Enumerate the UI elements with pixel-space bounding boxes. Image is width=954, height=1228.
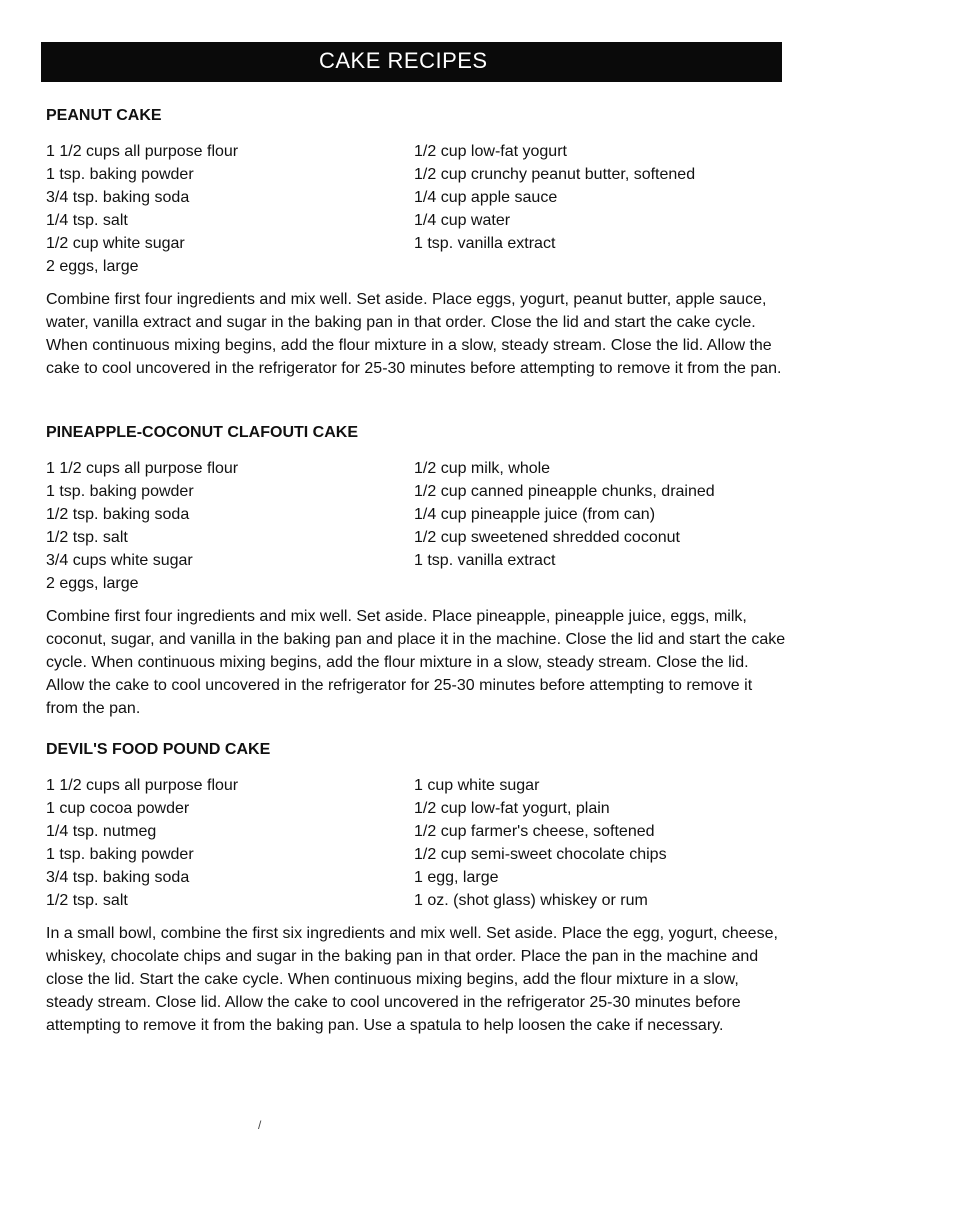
recipe-title: PINEAPPLE-COCONUT CLAFOUTI CAKE	[46, 424, 358, 441]
ingredient-item: 3/4 tsp. baking soda	[46, 869, 190, 886]
ingredient-item: 1 tsp. baking powder	[46, 166, 194, 183]
recipe-directions: In a small bowl, combine the first six ingredients and mix well. Set aside. Place the egg, yogurt, cheese, whiskey, chocolate chips and sugar in the baking pan in that order. Place the pan in the machine and close the lid. Start the cake cycle. When continuous mixing begins, add the flour mixture in a slow, steady stream. Close lid. Allow the cake to cool uncovered in the refrigerator 25-30 minutes before attempting to remove it from the baking pan. Use a spatula to help loosen the cake if necessary.	[46, 925, 778, 1034]
recipe-pineapple-coconut-clafouti-cake	[46, 423, 786, 720]
ingredient-item: 1 1/2 cups all purpose flour	[46, 460, 239, 477]
title-banner	[41, 42, 782, 82]
ingredient-item: 3/4 tsp. baking soda	[46, 189, 190, 206]
ingredient-item: 1/2 tsp. baking soda	[46, 506, 190, 523]
ingredient-item: 1/4 tsp. nutmeg	[46, 823, 157, 840]
ingredients-left-column	[46, 140, 238, 278]
ingredient-item: 2 eggs, large	[46, 258, 139, 275]
ingredients-right-column	[414, 774, 667, 912]
ingredients-left-column	[46, 774, 238, 912]
ingredient-item: 1 tsp. vanilla extract	[414, 552, 556, 569]
ingredient-item: 1/2 cup canned pineapple chunks, drained	[414, 483, 715, 500]
ingredient-item: 1 1/2 cups all purpose flour	[46, 777, 239, 794]
ingredient-item: 1/2 tsp. salt	[46, 892, 128, 909]
recipe-peanut-cake	[46, 106, 786, 380]
stray-mark: /	[258, 1118, 262, 1132]
ingredient-item: 2 eggs, large	[46, 575, 139, 592]
page-title: CAKE RECIPES	[319, 48, 488, 73]
ingredient-item: 1/2 cup crunchy peanut butter, softened	[414, 166, 696, 183]
ingredient-item: 1 tsp. baking powder	[46, 846, 194, 863]
ingredient-item: 1 tsp. vanilla extract	[414, 235, 556, 252]
ingredient-item: 3/4 cups white sugar	[46, 552, 193, 569]
ingredients-right-column	[414, 140, 695, 255]
ingredient-item: 1/4 cup water	[414, 212, 511, 229]
ingredient-item: 1 cup white sugar	[414, 777, 540, 794]
ingredients-left-column	[46, 457, 238, 595]
ingredient-item: 1/2 cup low-fat yogurt, plain	[414, 800, 610, 817]
ingredient-item: 1 egg, large	[414, 869, 499, 886]
ingredient-item: 1 tsp. baking powder	[46, 483, 194, 500]
ingredient-item: 1 cup cocoa powder	[46, 800, 190, 817]
ingredient-item: 1/2 tsp. salt	[46, 529, 128, 546]
ingredient-item: 1/2 cup sweetened shredded coconut	[414, 529, 680, 546]
ingredient-item: 1 1/2 cups all purpose flour	[46, 143, 239, 160]
ingredient-list	[46, 140, 786, 278]
ingredient-item: 1/2 cup white sugar	[46, 235, 185, 252]
ingredient-list	[46, 774, 786, 912]
recipe-title: DEVIL'S FOOD POUND CAKE	[46, 741, 271, 758]
recipe-devils-food-pound-cake	[46, 740, 786, 1037]
ingredient-item: 1/2 cup farmer's cheese, softened	[414, 823, 655, 840]
ingredient-item: 1/4 tsp. salt	[46, 212, 128, 229]
ingredient-item: 1/2 cup semi-sweet chocolate chips	[414, 846, 667, 863]
ingredient-item: 1/2 cup milk, whole	[414, 460, 551, 477]
recipe-title: PEANUT CAKE	[46, 107, 162, 124]
recipe-directions: Combine first four ingredients and mix well. Set aside. Place eggs, yogurt, peanut butter, apple sauce, water, vanilla extract and sugar in the baking pan in that order. Close the lid and start the cake cycle. When continuous mixing begins, add the flour mixture in a slow, steady stream. Close the lid. Allow the cake to cool uncovered in the refrigerator for 25-30 minutes before attempting to remove it from the pan.	[46, 291, 782, 377]
ingredients-right-column	[414, 457, 715, 572]
ingredient-item: 1/4 cup pineapple juice (from can)	[414, 506, 656, 523]
ingredient-item: 1/2 cup low-fat yogurt	[414, 143, 567, 160]
ingredient-item: 1/4 cup apple sauce	[414, 189, 558, 206]
ingredient-item: 1 oz. (shot glass) whiskey or rum	[414, 892, 648, 909]
ingredient-list	[46, 457, 786, 595]
recipe-directions: Combine first four ingredients and mix well. Set aside. Place pineapple, pineapple juice, eggs, milk, coconut, sugar, and vanilla in the baking pan and place it in the machine. Close the lid and start the cake cycle. When continuous mixing begins, add the flour mixture in a slow, steady stream. Close the lid. Allow the cake to cool uncovered in the refrigerator for 25-30 minutes before attempting to remove it from the pan.	[46, 608, 786, 717]
